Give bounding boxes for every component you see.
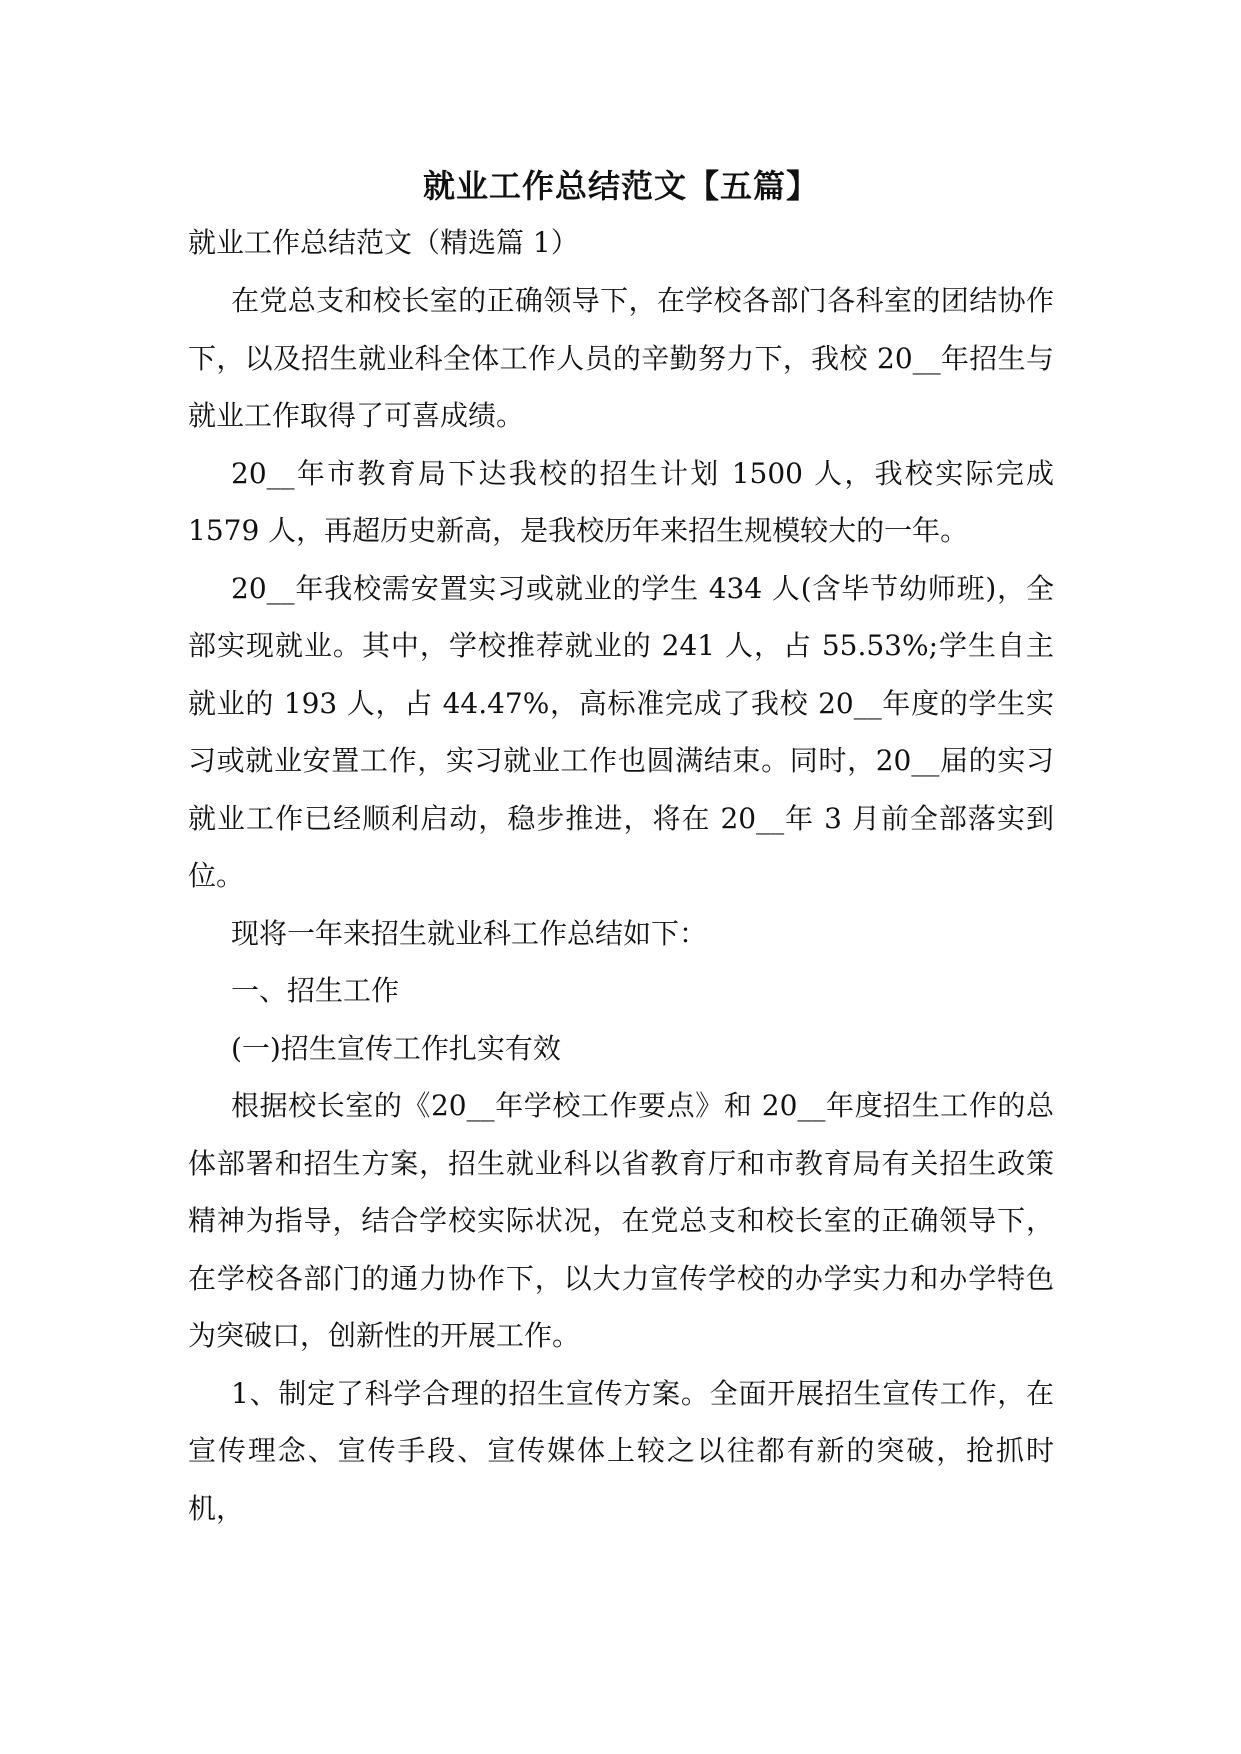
paragraph-employment-stats: 20__年我校需安置实习或就业的学生 434 人(含毕节幼师班)，全部实现就业。其中，学校推荐就业的 241 人，占 55.53%;学生自主就业的 193 人，占 44.47%，高标准完成了我校 20__年度的学生实习或就业安置工作，实习就业工作也圆满结束。同时，20__届的实习就业工作已经顺利启动，稳步推进，将在 20__年 3 月前全部落实到位。 (188, 571, 1054, 892)
paragraph-enrollment-plan: 20__年市教育局下达我校的招生计划 1500 人，我校实际完成 1579 人，再超历史新高，是我校历年来招生规模较大的一年。 (188, 456, 1054, 547)
heading-publicity-work: (一)招生宣传工作扎实有效 (231, 1031, 561, 1065)
paragraph-publicity-plan: 1、制定了科学合理的招生宣传方案。全面开展招生宣传工作，在宣传理念、宣传手段、宣传媒体上较之以往都有新的突破，抢抓时机， (188, 1376, 1054, 1525)
paragraph-publicity-basis: 根据校长室的《20__年学校工作要点》和 20__年度招生工作的总体部署和招生方案，招生就业科以省教育厅和市教育局有关招生政策精神为指导，结合学校实际状况，在党总支和校长室的正确领导下，在学校各部门的通力协作下，以大力宣传学校的办学实力和办学特色为突破口，创新性的开展工作。 (188, 1089, 1054, 1352)
paragraph-intro: 在党总支和校长室的正确领导下，在学校各部门各科室的团结协作下，以及招生就业科全体工作人员的辛勤努力下，我校 20__年招生与就业工作取得了可喜成绩。 (188, 284, 1054, 432)
document-body (188, 158, 1054, 1537)
paragraph-summary-lead: 现将一年来招生就业科工作总结如下： (231, 916, 708, 950)
heading-enrollment-work: 一、招生工作 (231, 974, 400, 1007)
document-title: 就业工作总结范文【五篇】 (422, 167, 819, 205)
section-heading: 就业工作总结范文（精选篇 1） (188, 226, 579, 259)
